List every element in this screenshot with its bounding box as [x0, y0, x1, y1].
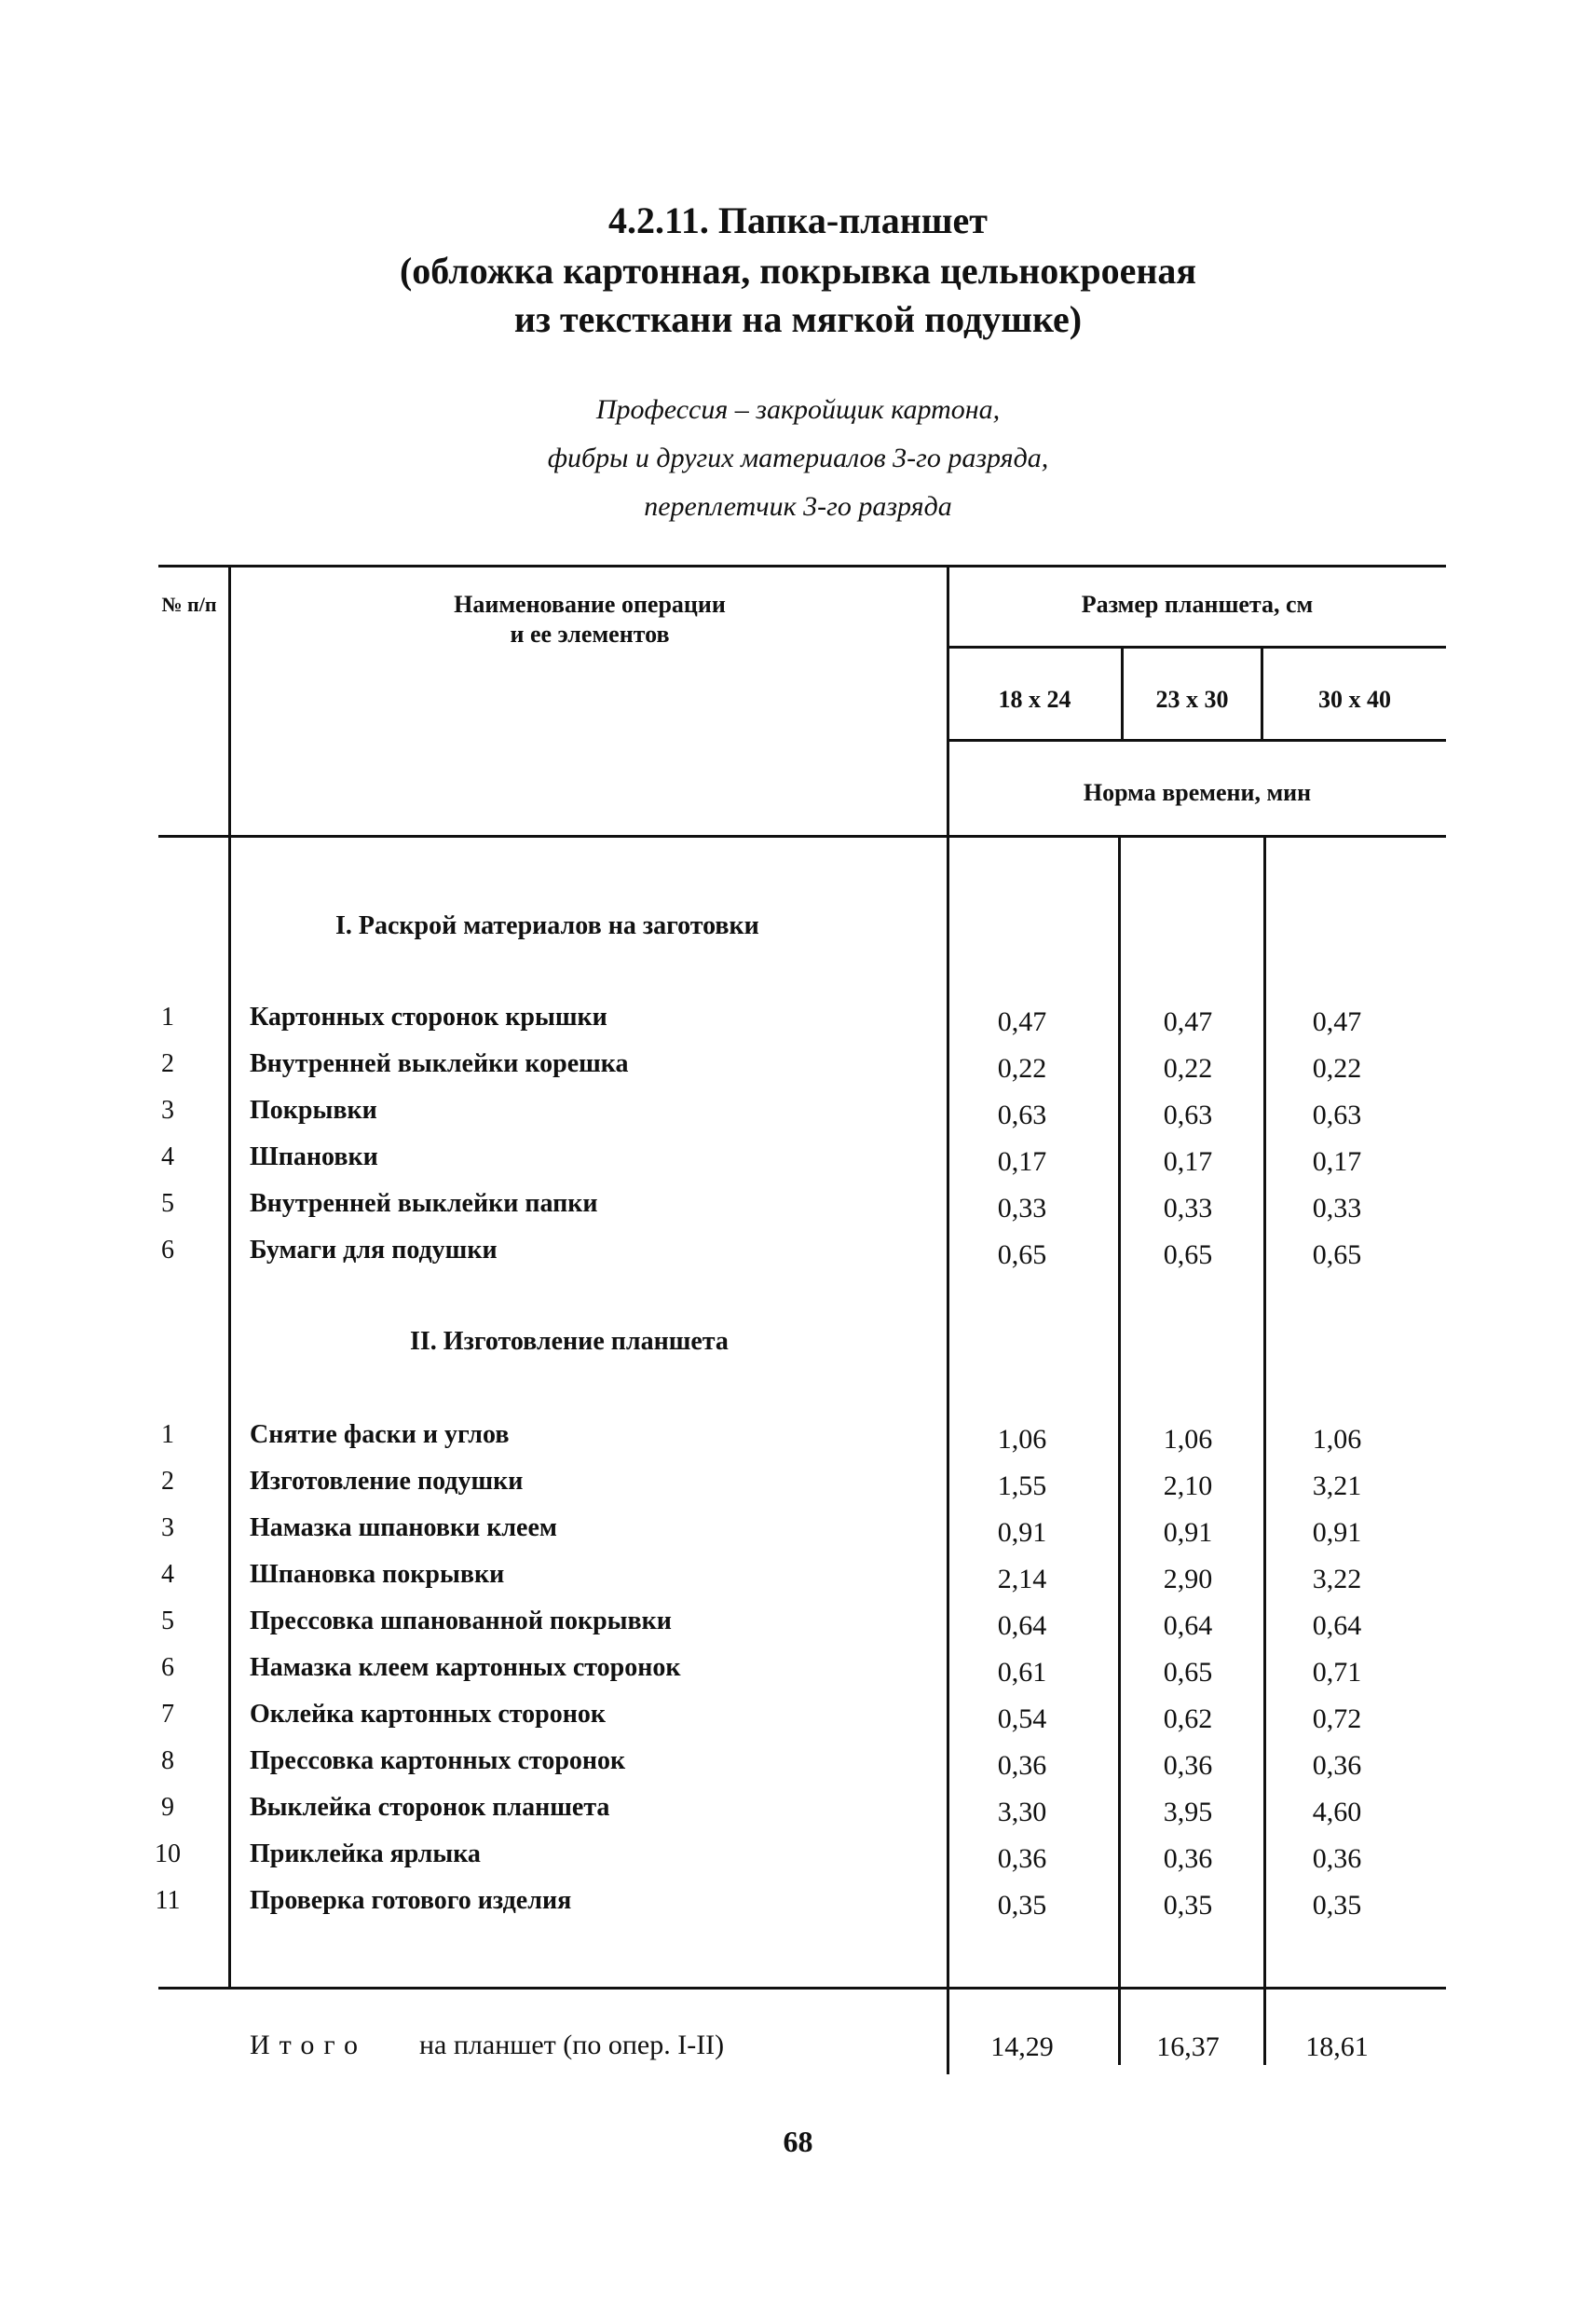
value-23x30: 1,06: [1163, 1424, 1213, 1455]
total-suffix: на планшет (по опер. I-II): [419, 2030, 725, 2060]
doc-title-line1: 4.2.11. Папка-планшет: [608, 199, 988, 241]
value-30x40: 1,06: [1312, 1424, 1362, 1455]
value-18x24: 0,61: [997, 1657, 1047, 1688]
col-divider-size2: [1263, 835, 1266, 2065]
header-bottom-rule: [158, 835, 1446, 838]
row-number: 10: [155, 1839, 181, 1868]
row-number: 1: [161, 1420, 174, 1449]
value-18x24: 0,33: [997, 1193, 1047, 1224]
profession-line1: Профессия – закройщик картона,: [595, 394, 1001, 425]
value-23x30: 0,91: [1163, 1517, 1213, 1548]
row-number: 7: [161, 1700, 174, 1729]
row-number: 6: [161, 1236, 174, 1265]
section-title: II. Изготовление планшета: [410, 1327, 729, 1356]
size-23x30: 23 x 30: [1155, 686, 1229, 713]
row-name: Изготовление подушки: [250, 1467, 524, 1496]
value-23x30: 0,36: [1163, 1843, 1213, 1874]
value-30x40: 0,35: [1312, 1890, 1362, 1921]
table-top-rule: [158, 565, 1446, 567]
row-name: Внутренней выклейки папки: [250, 1189, 598, 1218]
total-30x40: 18,61: [1305, 2031, 1369, 2062]
value-18x24: 1,55: [997, 1470, 1047, 1501]
total-rule: [158, 1987, 1446, 1990]
row-number: 9: [161, 1793, 174, 1822]
value-23x30: 2,10: [1163, 1470, 1213, 1501]
page-number: 68: [783, 2125, 813, 2158]
value-30x40: 0,47: [1312, 1006, 1362, 1037]
row-number: 2: [161, 1049, 174, 1078]
row-name: Прессовка картонных сторонок: [250, 1746, 626, 1775]
value-30x40: 0,71: [1312, 1657, 1362, 1688]
doc-title-line3: из тексткани на мягкой подушке): [513, 298, 1083, 340]
row-name: Шпановка покрывки: [250, 1560, 505, 1589]
row-number: 11: [155, 1886, 181, 1915]
value-30x40: 3,21: [1312, 1470, 1362, 1501]
col-header-name-line2: и ее элементов: [510, 621, 670, 648]
row-number: 8: [161, 1746, 174, 1775]
row-name: Покрывки: [250, 1096, 377, 1125]
value-18x24: 2,14: [997, 1564, 1047, 1594]
value-18x24: 0,35: [997, 1890, 1047, 1921]
value-30x40: 4,60: [1312, 1797, 1362, 1827]
value-23x30: 0,35: [1163, 1890, 1213, 1921]
doc-title-line2: (обложка картонная, покрывка цельнокроеная: [399, 250, 1197, 292]
size-18x24: 18 x 24: [998, 686, 1071, 713]
row-name: Оклейка картонных сторонок: [250, 1700, 606, 1729]
row-name: Бумаги для подушки: [250, 1236, 498, 1265]
row-name: Приклейка ярлыка: [250, 1839, 481, 1868]
row-number: 5: [161, 1607, 174, 1635]
total-label: Итого: [250, 2030, 367, 2060]
value-23x30: 0,22: [1163, 1053, 1213, 1084]
row-number: 3: [161, 1513, 174, 1542]
row-number: 1: [161, 1003, 174, 1032]
size-30x40: 30 x 40: [1318, 686, 1391, 713]
row-number: 4: [161, 1560, 174, 1589]
value-23x30: 3,95: [1163, 1797, 1213, 1827]
row-name: Картонных сторонок крышки: [250, 1003, 607, 1032]
row-number: 6: [161, 1653, 174, 1682]
value-30x40: 0,64: [1312, 1610, 1362, 1641]
value-18x24: 0,54: [997, 1703, 1047, 1734]
value-23x30: 0,65: [1163, 1657, 1213, 1688]
value-18x24: 3,30: [997, 1797, 1047, 1827]
row-name: Шпановки: [250, 1142, 378, 1171]
row-number: 2: [161, 1467, 174, 1496]
value-18x24: 0,64: [997, 1610, 1047, 1641]
profession-line2: фибры и других материалов 3-го разряда,: [547, 443, 1049, 473]
value-23x30: 0,47: [1163, 1006, 1213, 1037]
value-30x40: 0,65: [1312, 1239, 1362, 1270]
row-name: Снятие фаски и углов: [250, 1420, 510, 1449]
value-30x40: 0,17: [1312, 1146, 1362, 1177]
col-divider-num: [228, 565, 231, 1987]
col-header-num: № п/п: [161, 593, 217, 616]
profession-line3: переплетчик 3-го разряда: [644, 491, 952, 522]
row-name: Намазка клеем картонных сторонок: [250, 1653, 681, 1682]
col-header-name-line1: Наименование операции: [454, 591, 726, 618]
value-23x30: 0,62: [1163, 1703, 1213, 1734]
value-30x40: 0,36: [1312, 1843, 1362, 1874]
value-30x40: 0,33: [1312, 1193, 1362, 1224]
section-title: I. Раскрой материалов на заготовки: [335, 911, 759, 940]
value-18x24: 0,36: [997, 1750, 1047, 1781]
row-name: Выклейка сторонок планшета: [250, 1793, 610, 1822]
value-18x24: 0,47: [997, 1006, 1047, 1037]
value-18x24: 0,17: [997, 1146, 1047, 1177]
row-number: 4: [161, 1142, 174, 1171]
value-18x24: 0,91: [997, 1517, 1047, 1548]
header-rule-size: [948, 646, 1446, 649]
value-30x40: 0,72: [1312, 1703, 1362, 1734]
value-30x40: 0,91: [1312, 1517, 1362, 1548]
value-23x30: 0,64: [1163, 1610, 1213, 1641]
value-30x40: 0,22: [1312, 1053, 1362, 1084]
value-23x30: 0,36: [1163, 1750, 1213, 1781]
value-23x30: 0,17: [1163, 1146, 1213, 1177]
value-30x40: 0,36: [1312, 1750, 1362, 1781]
value-18x24: 0,22: [997, 1053, 1047, 1084]
value-30x40: 3,22: [1312, 1564, 1362, 1594]
row-number: 5: [161, 1189, 174, 1218]
value-18x24: 0,65: [997, 1239, 1047, 1270]
value-18x24: 1,06: [997, 1424, 1047, 1455]
row-name: Внутренней выклейки корешка: [250, 1049, 629, 1078]
row-number: 3: [161, 1096, 174, 1125]
total-18x24: 14,29: [990, 2031, 1054, 2062]
value-23x30: 2,90: [1163, 1564, 1213, 1594]
value-23x30: 0,63: [1163, 1100, 1213, 1130]
value-18x24: 0,63: [997, 1100, 1047, 1130]
value-30x40: 0,63: [1312, 1100, 1362, 1130]
col-header-size: Размер планшета, см: [1081, 591, 1314, 618]
total-23x30: 16,37: [1156, 2031, 1220, 2062]
row-name: Намазка шпановки клеем: [250, 1513, 557, 1542]
row-name: Проверка готового изделия: [250, 1886, 572, 1915]
value-18x24: 0,36: [997, 1843, 1047, 1874]
row-name: Прессовка шпанованной покрывки: [250, 1607, 672, 1635]
value-23x30: 0,33: [1163, 1193, 1213, 1224]
header-rule-sizes: [948, 739, 1446, 742]
norm-header: Норма времени, мин: [1083, 779, 1312, 806]
value-23x30: 0,65: [1163, 1239, 1213, 1270]
